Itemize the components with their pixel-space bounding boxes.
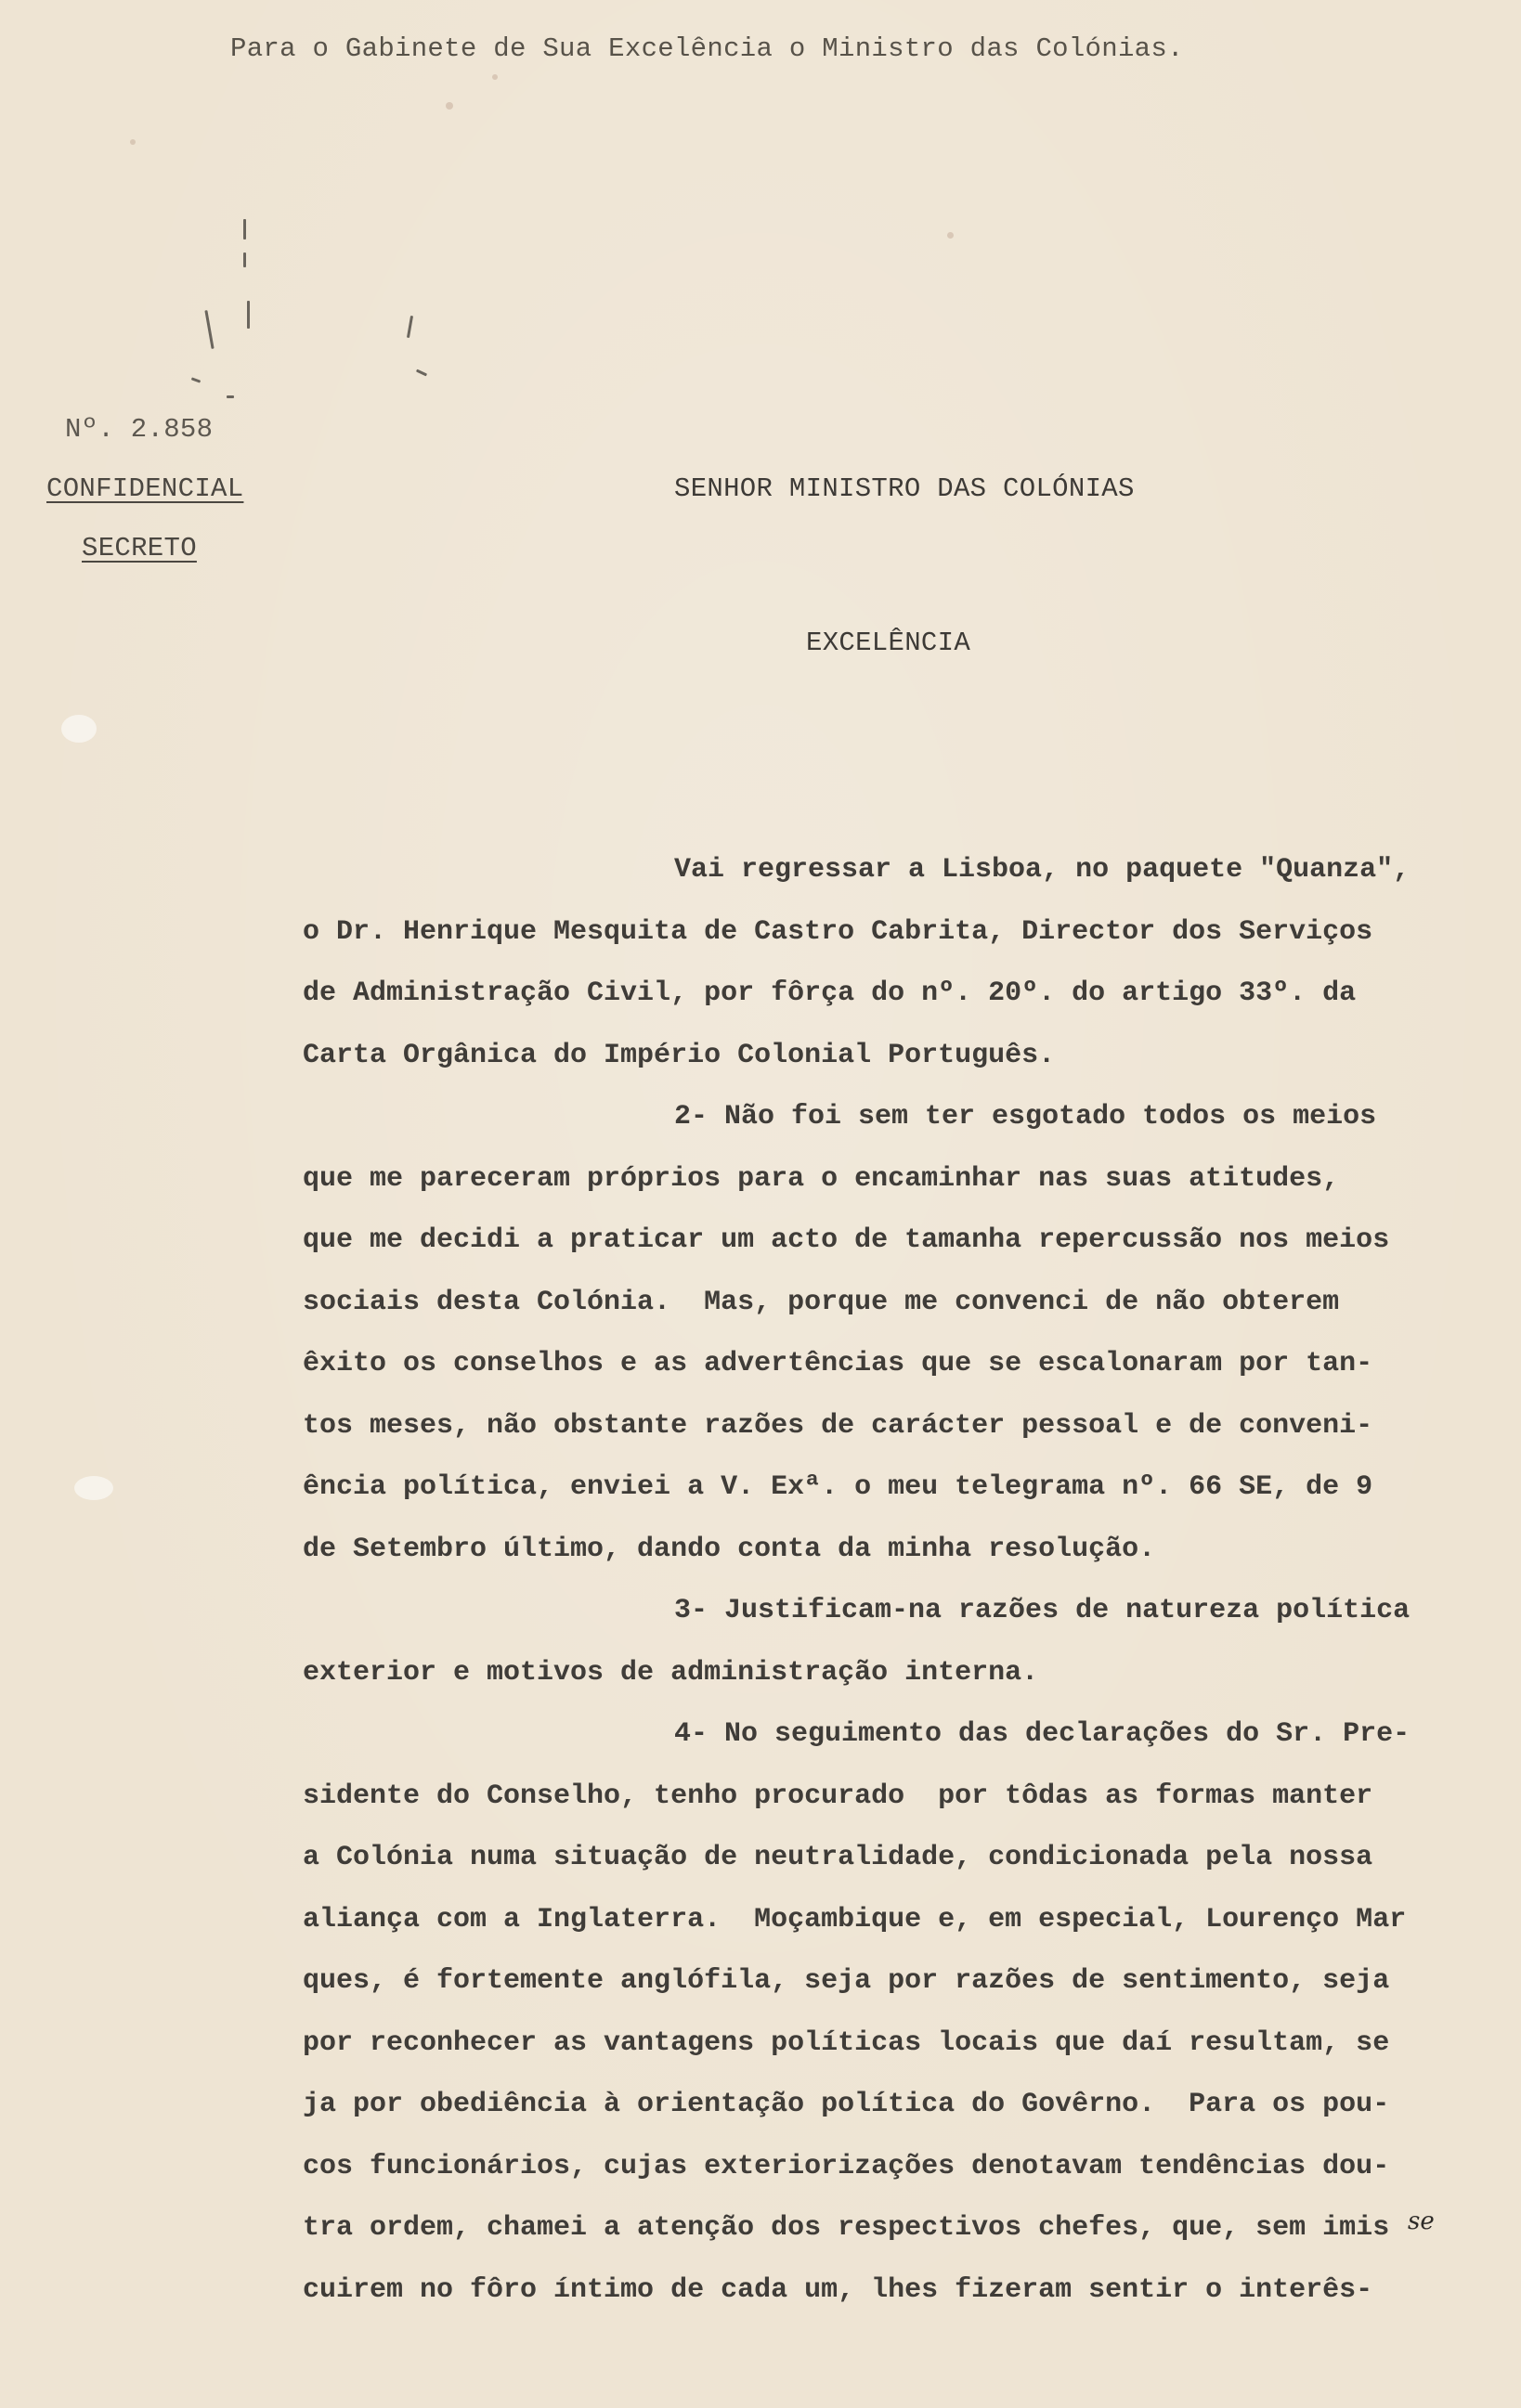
paper-speck [947,232,954,239]
classification-secret: SECRETO [82,533,197,563]
letter-line: Vai regressar a Lisboa, no paquete "Quanza", [674,854,1410,886]
classification-confidential: CONFIDENCIAL [46,473,244,504]
pencil-mark [416,369,427,377]
pencil-mark [243,252,246,267]
paper-speck [446,102,453,110]
pencil-mark [247,301,250,329]
letter-line: Carta Orgânica do Império Colonial Português. [303,1039,1056,1071]
letter-line: a Colónia numa situação de neutralidade, condicionada pela nossa [303,1842,1373,1873]
paper-speck [492,74,498,80]
pencil-mark [243,219,246,240]
letter-line: 2- Não foi sem ter esgotado todos os meios [674,1101,1377,1133]
pencil-mark [191,377,201,382]
letter-line: ência política, enviei a V. Exª. o meu telegrama nº. 66 SE, de 9 [303,1471,1373,1503]
document-number: Nº. 2.858 [65,414,214,445]
letter-line: sociais desta Colónia. Mas, porque me convenci de não obterem [303,1286,1340,1318]
letter-line: 3- Justificam-na razões de natureza política [674,1595,1410,1626]
letter-line: sidente do Conselho, tenho procurado por tôdas as formas manter [303,1780,1373,1812]
paper-speck [130,139,136,145]
letter-line: êxito os conselhos e as advertências que se escalonaram por tan- [303,1348,1373,1379]
letter-body [303,839,1510,2321]
handwritten-insert: se [1408,2207,1435,2235]
letter-line: de Setembro último, dando conta da minha resolução. [303,1533,1156,1565]
letter-line: aliança com a Inglaterra. Moçambique e, em especial, Lourenço Mar [303,1903,1407,1935]
paper-stain [74,1476,113,1500]
letter-line: de Administração Civil, por fôrça do nº. 20º. do artigo 33º. da [303,977,1357,1009]
letter-line: ques, é fortemente anglófila, seja por razões de sentimento, seja [303,1965,1390,1997]
letter-line: exterior e motivos de administração interna. [303,1656,1039,1689]
letter-line: tra ordem, chamei a atenção dos respectivos chefes, que, sem imis [303,2212,1390,2244]
letter-line: o Dr. Henrique Mesquita de Castro Cabrita, Director dos Serviços [303,915,1373,948]
routing-header: Para o Gabinete de Sua Excelência o Ministro das Colónias. [230,33,1184,64]
letter-line: que me pareceram próprios para o encaminhar nas suas atitudes, [303,1162,1340,1195]
pencil-mark [407,316,413,338]
addressee: SENHOR MINISTRO DAS COLÓNIAS [674,473,1135,504]
pencil-mark [204,310,214,349]
paper-stain [61,715,97,743]
letter-line: cuirem no fôro íntimo de cada um, lhes fizeram sentir o interês- [303,2273,1373,2306]
letter-line: 4- No seguimento das declarações do Sr. Pre- [674,1718,1410,1750]
letter-line: por reconhecer as vantagens políticas locais que daí resultam, se [303,2026,1390,2059]
pencil-mark [227,395,234,398]
letter-line: ja por obediência à orientação política do Govêrno. Para os pou- [303,2089,1390,2120]
letter-line: cos funcionários, cujas exteriorizações denotavam tendências dou- [303,2150,1390,2182]
salutation: EXCELÊNCIA [806,628,971,658]
letter-line: tos meses, não obstante razões de carácter pessoal e de conveni- [303,1409,1373,1442]
letter-line: que me decidi a praticar um acto de tamanha repercussão nos meios [303,1224,1390,1256]
